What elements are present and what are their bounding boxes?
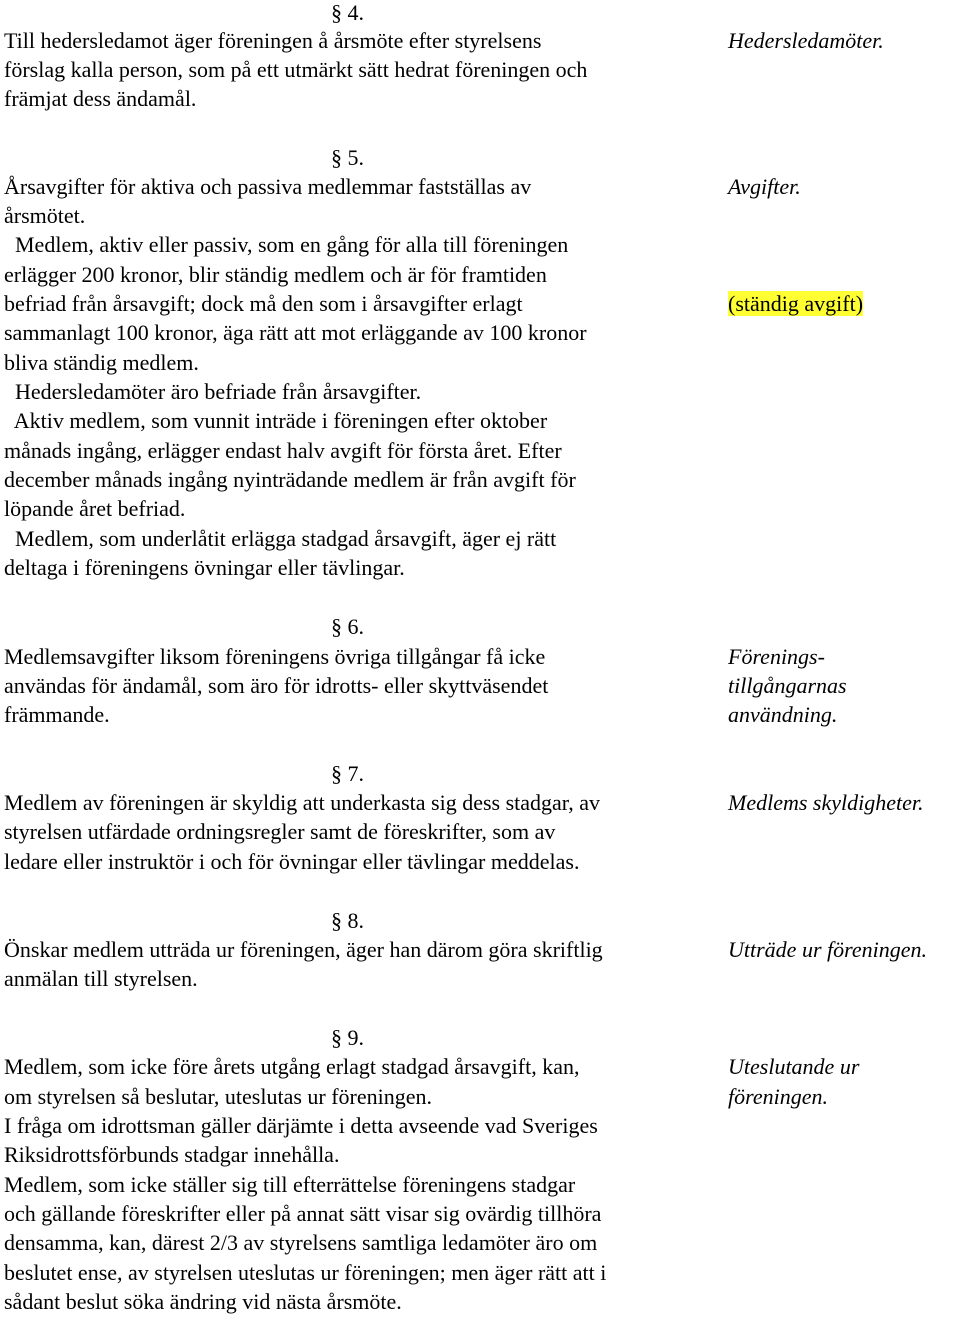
section-5-line-14: deltaga i föreningens övningar eller tävlingar. — [4, 555, 405, 580]
section-4-number: § 4. — [331, 0, 364, 25]
section-5-line-11: december månads ingång nyinträdande medlem är från avgift för — [4, 467, 576, 492]
section-7-margin-note: Medlems skyldigheter. — [728, 790, 924, 815]
section-9-margin-note-1: Uteslutande ur — [728, 1054, 860, 1079]
highlighted-note-text: (ständig avgift) — [728, 291, 864, 316]
section-5-line-4: erlägger 200 kronor, blir ständig medlem och är för framtiden — [4, 262, 547, 287]
section-5-margin-note: Avgifter. — [728, 174, 801, 199]
section-5-line-10: månads ingång, erlägger endast halv avgift för första året. Efter — [4, 438, 562, 463]
section-5-line-3: Medlem, aktiv eller passiv, som en gång för alla till föreningen — [4, 232, 569, 257]
section-7-line-2: styrelsen utfärdade ordningsregler samt de föreskrifter, som av — [4, 819, 556, 844]
section-5-line-7: bliva ständig medlem. — [4, 350, 199, 375]
section-6-line-3: främmande. — [4, 702, 110, 727]
section-9-line-4: Riksidrottsförbunds stadgar innehålla. — [4, 1142, 340, 1167]
section-4-margin-note: Hedersledamöter. — [728, 28, 884, 53]
section-8-line-2: anmälan till styrelsen. — [4, 966, 198, 991]
section-9-line-6: och gällande föreskrifter eller på annat sätt visar sig ovärdig tillhöra — [4, 1201, 602, 1226]
section-5-number: § 5. — [331, 145, 364, 170]
section-4-line-1: Till hedersledamot äger föreningen å årsmöte efter styrelsens — [4, 28, 542, 53]
section-6-margin-note-2: tillgångarnas — [728, 673, 847, 698]
section-9-number: § 9. — [331, 1025, 364, 1050]
section-5-line-5: befriad från årsavgift; dock må den som i årsavgifter erlagt — [4, 291, 523, 316]
section-7-line-1: Medlem av föreningen är skyldig att underkasta sig dess stadgar, av — [4, 790, 601, 815]
section-9-margin-note-2: föreningen. — [728, 1084, 828, 1109]
section-7-line-3: ledare eller instruktör i och för övningar eller tävlingar meddelas. — [4, 849, 580, 874]
section-6-number: § 6. — [331, 614, 364, 639]
section-5-line-9: Aktiv medlem, som vunnit inträde i föreningen efter oktober — [4, 408, 548, 433]
section-5-line-8: Hedersledamöter äro befriade från årsavgifter. — [4, 379, 422, 404]
section-9-line-7: densamma, kan, därest 2/3 av styrelsens samtliga ledamöter äro om — [4, 1230, 598, 1255]
section-9-line-1: Medlem, som icke före årets utgång erlagt stadgad årsavgift, kan, — [4, 1054, 580, 1079]
section-9-line-8: beslutet ense, av styrelsen uteslutas ur föreningen; men äger rätt att i — [4, 1260, 607, 1285]
section-9-line-3: I fråga om idrottsman gäller därjämte i detta avseende vad Sveriges — [4, 1113, 598, 1138]
section-6-line-2: användas för ändamål, som äro för idrotts- eller skyttväsendet — [4, 673, 549, 698]
section-8-line-1: Önskar medlem utträda ur föreningen, äger han därom göra skriftlig — [4, 937, 603, 962]
section-5-line-6: sammanlagt 100 kronor, äga rätt att mot erläggande av 100 kronor — [4, 320, 587, 345]
section-9-line-5: Medlem, som icke ställer sig till efterrättelse föreningens stadgar — [4, 1172, 576, 1197]
section-4-line-3: främjat dess ändamål. — [4, 86, 197, 111]
section-6-margin-note-3: användning. — [728, 702, 838, 727]
section-6-line-1: Medlemsavgifter liksom föreningens övriga tillgångar få icke — [4, 644, 546, 669]
section-5-line-1: Årsavgifter för aktiva och passiva medlemmar fastställas av — [4, 174, 532, 199]
section-9-line-9: sådant beslut söka ändring vid nästa årsmöte. — [4, 1289, 402, 1314]
section-4-line-2: förslag kalla person, som på ett utmärkt sätt hedrat föreningen och — [4, 57, 588, 82]
section-5-line-13: Medlem, som underlåtit erlägga stadgad årsavgift, äger ej rätt — [4, 526, 557, 551]
section-5-highlight-note — [728, 291, 863, 317]
section-8-number: § 8. — [331, 908, 364, 933]
section-8-margin-note: Utträde ur föreningen. — [728, 937, 927, 962]
section-7-number: § 7. — [331, 761, 364, 786]
section-5-line-2: årsmötet. — [4, 203, 86, 228]
section-5-line-12: löpande året befriad. — [4, 496, 186, 521]
section-9-line-2: om styrelsen så beslutar, uteslutas ur föreningen. — [4, 1084, 433, 1109]
section-6-margin-note-1: Förenings- — [728, 644, 825, 669]
